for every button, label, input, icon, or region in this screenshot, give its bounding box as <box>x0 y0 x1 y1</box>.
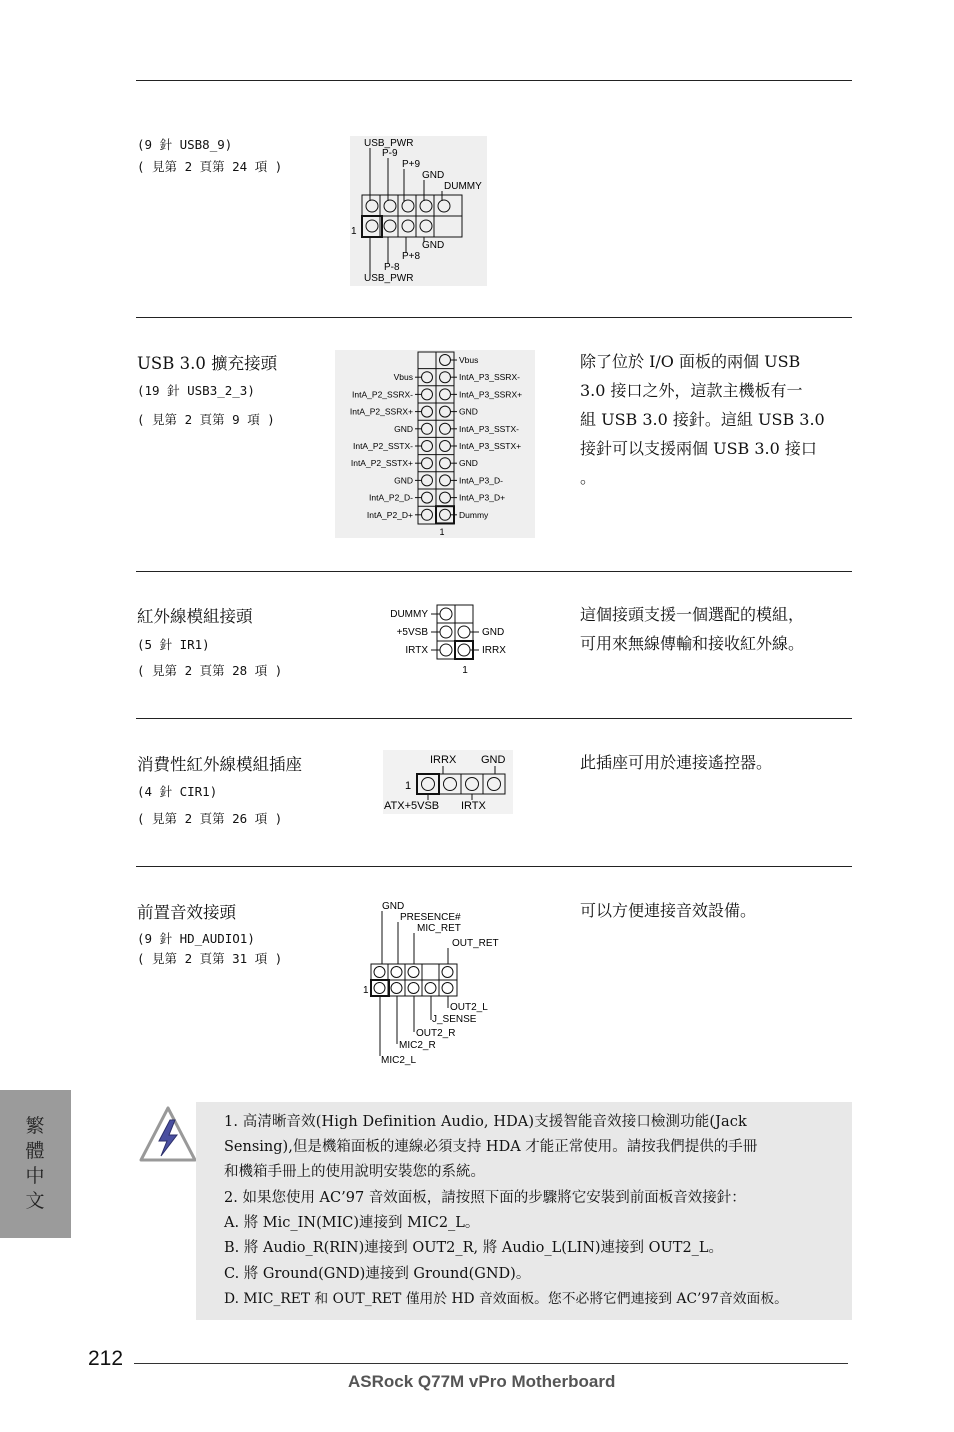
ir-label-dummy: DUMMY <box>390 609 428 620</box>
note-line: 和機箱手冊上的使用說明安裝您的系統。 <box>224 1164 485 1180</box>
ir-page-ref: ( 見第 2 頁第 28 項 ) <box>137 663 283 678</box>
label-usb-pwr-bottom: USB_PWR <box>364 273 414 284</box>
usb3-header-diagram <box>335 350 535 538</box>
note-line: 1. 高清晰音效(High Definition Audio, HDA)支援智能音效接口檢測功能(Jack <box>224 1114 747 1130</box>
side-tab-char: 文 <box>25 1190 45 1212</box>
audio-label-out-ret: OUT_RET <box>452 938 499 949</box>
usb3-right-pin-label: Dummy <box>459 509 489 520</box>
usb3-left-pin-label: IntA_P2_SSRX+ <box>349 406 413 417</box>
note-line: A. 將 Mic_IN(MIC)連接到 MIC2_L。 <box>224 1215 480 1231</box>
audio-title: 前置音效接頭 <box>137 903 236 922</box>
cir-label-irtx: IRTX <box>461 800 486 812</box>
usb3-description <box>580 347 852 492</box>
label-p-8: P-8 <box>384 262 400 273</box>
cir-desc-line: 此插座可用於連接遙控器。 <box>580 753 773 772</box>
cir-label-irrx: IRRX <box>430 754 457 766</box>
usb3-right-pin-label: IntA_P3_SSRX- <box>459 372 520 383</box>
audio-note-box <box>196 1102 852 1320</box>
audio-label-out2-l: OUT2_L <box>450 1002 488 1013</box>
label-usb-pwr-top: USB_PWR <box>364 138 414 149</box>
note-line: C. 將 Ground(GND)連接到 Ground(GND)。 <box>224 1266 531 1282</box>
audio-page-ref: ( 見第 2 頁第 31 項 ) <box>137 951 283 966</box>
label-gnd-top: GND <box>422 170 445 181</box>
audio-desc-line: 可以方便連接音效設備。 <box>580 901 757 920</box>
usb3-desc-line: 組 USB 3.0 接針。這組 USB 3.0 <box>580 410 825 429</box>
usb3-desc-line: 3.0 接口之外，這款主機板有一 <box>580 381 803 400</box>
note-line: Sensing),但是機箱面板的連線必須支持 HDA 才能正常使用。請按我們提供的手冊 <box>224 1139 758 1155</box>
audio-label-mic2-l: MIC2_L <box>381 1055 417 1066</box>
section-divider <box>136 718 852 719</box>
usb3-left-pin-label: IntA_P2_SSTX- <box>352 441 413 451</box>
ir-pin1-label: 1 <box>462 665 468 676</box>
audio-header-diagram <box>362 898 502 1068</box>
section-divider <box>136 866 852 867</box>
usb3-pin1-label: 1 <box>439 527 445 537</box>
audio-label-presence: PRESENCE# <box>400 912 461 923</box>
usb3-pin-count: (19 針 USB3_2_3) <box>137 383 255 398</box>
usb3-left-pin-label: GND <box>394 423 413 434</box>
side-tab-text <box>23 1114 47 1214</box>
section-divider <box>136 317 852 318</box>
audio-label-out2-r: OUT2_R <box>416 1028 456 1039</box>
label-p-9: P-9 <box>382 148 398 159</box>
page-number: 212 <box>88 1347 124 1370</box>
language-side-tab <box>0 1090 71 1238</box>
audio-label-mic-ret: MIC_RET <box>417 923 461 934</box>
audio-description <box>580 896 852 925</box>
usb89-header-diagram <box>350 136 487 286</box>
ir-desc-line: 可用來無線傳輸和接收紅外線。 <box>580 634 805 653</box>
section-divider <box>136 571 852 572</box>
ir-label-irtx: IRTX <box>405 645 428 656</box>
label-p+8: P+8 <box>402 251 421 262</box>
cir-label-gnd: GND <box>481 754 506 766</box>
usb3-left-pin-label: IntA_P2_D- <box>369 492 413 503</box>
usb3-left-pin-label: Vbus <box>393 372 413 383</box>
cir-pin-count: (4 針 CIR1) <box>137 784 218 799</box>
audio-label-mic2-r: MIC2_R <box>399 1040 436 1051</box>
usb3-right-pin-label: IntA_P3_SSRX+ <box>459 389 523 400</box>
usb3-title: USB 3.0 擴充接頭 <box>137 354 278 373</box>
usb3-left-pin-label: IntA_P2_SSTX+ <box>350 458 413 469</box>
note-line: D. MIC_RET 和 OUT_RET 僅用於 HD 音效面板。您不必將它們連接到 AC’97音效面板。 <box>224 1291 788 1307</box>
label-p+9: P+9 <box>402 159 421 170</box>
audio-pin1-label: 1 <box>363 985 369 996</box>
ir-label-irrx: IRRX <box>482 645 506 656</box>
usb3-left-pin-label: GND <box>394 475 413 486</box>
cir-pin1-label: 1 <box>405 780 412 792</box>
usb3-right-pin-label: IntA_P3_SSTX- <box>459 423 520 434</box>
label-dummy: DUMMY <box>444 181 482 192</box>
ir-desc-line: 這個接頭支援一個選配的模組， <box>580 605 805 624</box>
footer-rule <box>134 1363 848 1364</box>
ir-title: 紅外線模組接頭 <box>137 607 253 626</box>
usb3-right-pin-label: IntA_P3_SSTX+ <box>459 441 522 451</box>
ir-label-5vsb: +5VSB <box>396 627 428 638</box>
side-tab-char: 中 <box>25 1165 45 1187</box>
usb3-right-pin-label: GND <box>459 458 478 469</box>
usb3-desc-line: 。 <box>580 468 597 487</box>
cir-page-ref: ( 見第 2 頁第 26 項 ) <box>137 811 283 826</box>
cir-title: 消費性紅外線模組插座 <box>137 755 302 774</box>
ir-label-gnd: GND <box>482 627 505 638</box>
audio-label-gnd: GND <box>382 901 405 912</box>
audio-label-j-sense: J_SENSE <box>432 1014 477 1025</box>
usb3-right-pin-label: GND <box>459 406 478 417</box>
side-tab-char: 繁 <box>25 1115 45 1137</box>
usb3-desc-line: 除了位於 I/O 面板的兩個 USB <box>580 352 801 371</box>
ir-pin-count: (5 針 IR1) <box>137 637 210 652</box>
ir-description <box>580 600 852 658</box>
usb89-pin-count: (9 針 USB8_9) <box>137 137 233 152</box>
audio-pin-count: (9 針 HD_AUDIO1) <box>137 931 255 946</box>
side-tab-char: 體 <box>25 1140 45 1162</box>
cir-label-atx5vsb: ATX+5VSB <box>384 800 440 812</box>
warning-icon <box>137 1104 199 1166</box>
cir-description <box>580 748 852 777</box>
usb3-right-pin-label: IntA_P3_D+ <box>459 492 506 503</box>
cir-header-diagram <box>383 750 513 814</box>
top-rule <box>136 80 852 81</box>
usb3-right-pin-label: Vbus <box>459 355 479 365</box>
usb3-right-pin-label: IntA_P3_D- <box>459 475 503 486</box>
ir-header-diagram <box>385 603 525 678</box>
usb3-page-ref: ( 見第 2 頁第 9 項 ) <box>137 412 275 427</box>
usb89-page-ref: ( 見第 2 頁第 24 項 ) <box>137 159 283 174</box>
usb3-left-pin-label: IntA_P2_SSRX- <box>352 389 413 400</box>
usb3-desc-line: 接針可以支援兩個 USB 3.0 接口 <box>580 439 817 458</box>
label-pin1: 1 <box>351 226 357 237</box>
footer-title: ASRock Q77M vPro Motherboard <box>348 1372 616 1391</box>
note-line: 2. 如果您使用 AC’97 音效面板，請按照下面的步驟將它安裝到前面板音效接針： <box>224 1190 746 1206</box>
usb3-left-pin-label: IntA_P2_D+ <box>366 509 413 520</box>
note-line: B. 將 Audio_R(RIN)連接到 OUT2_R, 將 Audio_L(LIN)連接到 OUT2_L。 <box>224 1240 724 1256</box>
label-gnd-bottom: GND <box>422 240 445 251</box>
